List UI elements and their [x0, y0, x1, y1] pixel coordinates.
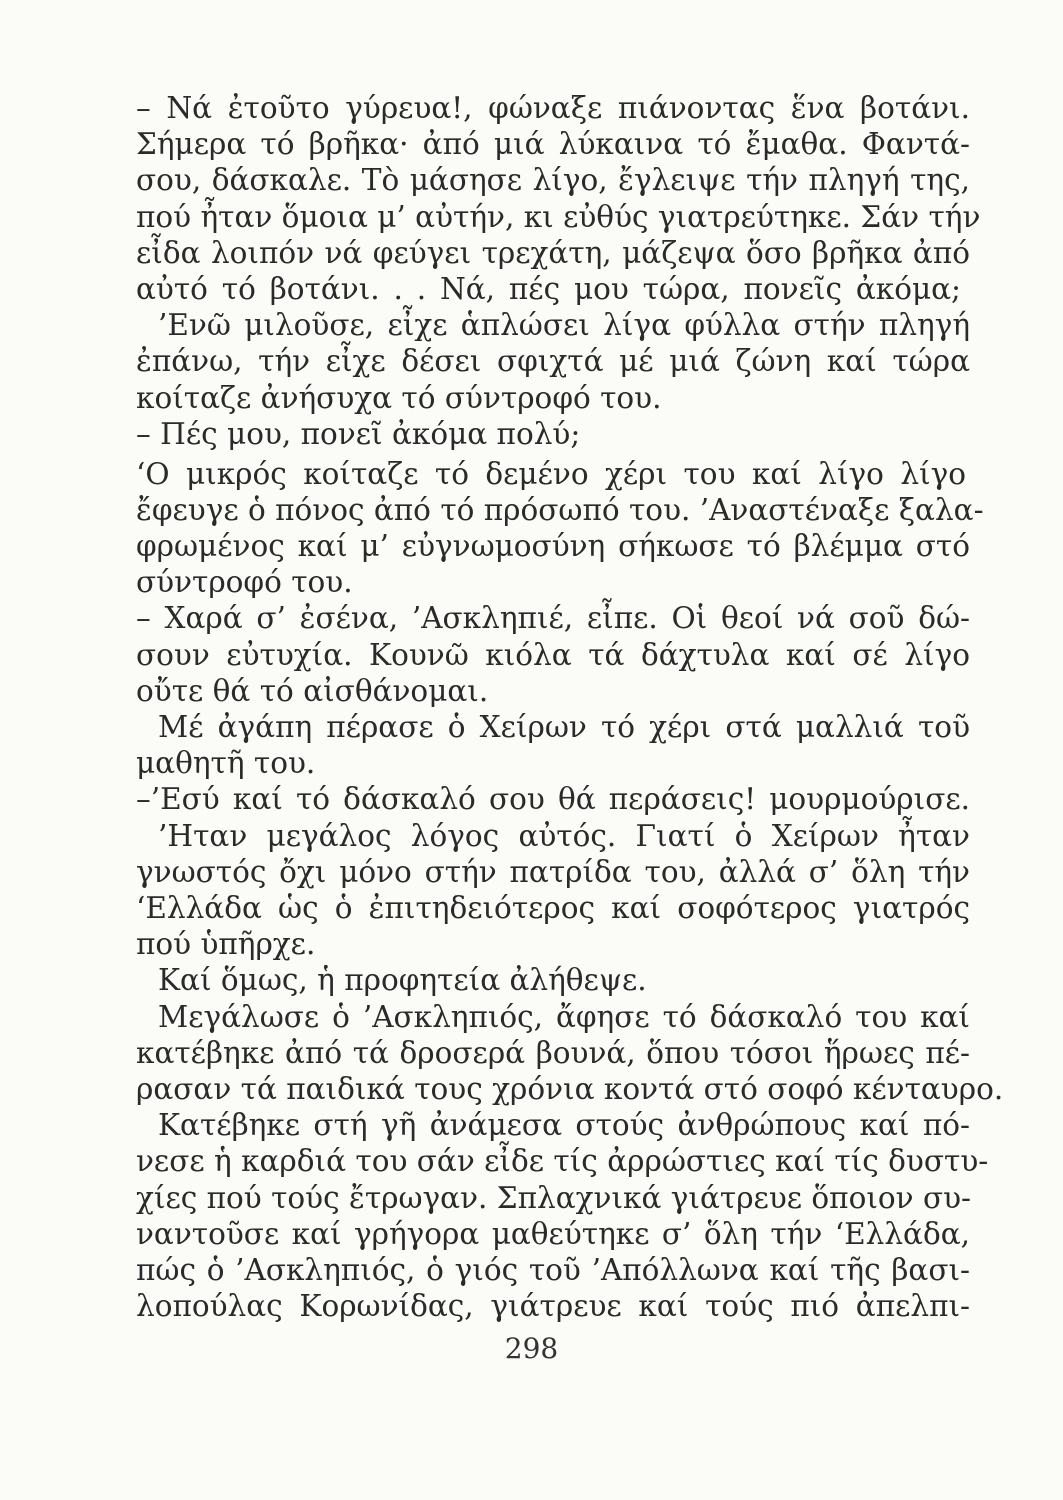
text-line: ναντοῦσε καί γρήγορα μαθεύτηκε σ’ ὅλη τήν ‘Ελλάδα, [136, 1216, 970, 1251]
text-line: πού ὑπῆρχε. [136, 927, 316, 962]
text-line: κοίταζε ἀνήσυχα τό σύντροφό του. [136, 380, 662, 415]
text-line: –’Εσύ καί τό δάσκαλό σου θά περάσεις! μουρμούρισε. [136, 782, 970, 817]
text-line: Μεγάλωσε ὁ ’Ασκληπιός, ἄφησε τό δάσκαλό του καί [158, 999, 970, 1034]
text-line: ’Ενῶ μιλοῦσε, εἶχε ἁπλώσει λίγα φύλλα στήν πληγή [158, 308, 970, 343]
text-line: σουν εὐτυχία. Κουνῶ κιόλα τά δάχτυλα καί σέ λίγο [136, 637, 970, 672]
text-line: ρασαν τά παιδικά τους χρόνια κοντά στό σοφό κένταυρο. [136, 1072, 1004, 1107]
text-line: εἶδα λοιπόν νά φεύγει τρεχάτη, μάζεψα ὅσο βρῆκα ἀπό [136, 235, 970, 270]
text-line: – Πές μου, πονεῖ ἀκόμα πολύ; [136, 416, 581, 451]
text-line: Σήμερα τό βρῆκα· ἀπό μιά λύκαινα τό ἔμαθα. Φαντά- [136, 127, 970, 162]
text-line: οὔτε θά τό αἰσθάνομαι. [136, 673, 489, 708]
text-line: φρωμένος καί μ’ εὐγνωμοσύνη σήκωσε τό βλέμμα στό [136, 529, 970, 564]
text-line: αὐτό τό βοτάνι. . . Νά, πές μου τώρα, πονεῖς ἀκόμα; [136, 272, 961, 306]
text-line: γνωστός ὄχι μόνο στήν πατρίδα του, ἀλλά σ’ ὅλη τήν [136, 854, 970, 889]
text-line: ‘Ο μικρός κοίταζε τό δεμένο χέρι του καί λίγο λίγο [136, 456, 966, 491]
text-line: κατέβηκε ἀπό τά δροσερά βουνά, ὅπου τόσοι ἥρωες πέ- [136, 1035, 970, 1070]
text-line: Μέ ἀγάπη πέρασε ὁ Χείρων τό χέρι στά μαλλιά τοῦ [158, 710, 970, 745]
text-line: σου, δάσκαλε. Τὸ μάσησε λίγο, ἔγλειψε τήν πληγή της, [136, 163, 970, 198]
text-line: πού ἦταν ὅμοια μ’ αὐτήν, κι εὐθύς γιατρεύτηκε. Σάν τήν [136, 199, 981, 234]
text-line: νεσε ἡ καρδιά του σάν εἶδε τίς ἀρρώστιες καί τίς δυστυ- [136, 1144, 989, 1179]
text-line: μαθητῆ του. [136, 746, 316, 781]
page-number: 298 [504, 1332, 559, 1365]
text-line: σύντροφό του. [136, 565, 353, 600]
text-line: Καί ὅμως, ἡ προφητεία ἀλήθεψε. [158, 963, 647, 998]
text-line: ‘Ελλάδα ὡς ὁ ἐπιτηδειότερος καί σοφότερος γιατρός [136, 891, 970, 926]
text-line: – Χαρά σ’ ἐσένα, ’Ασκληπιέ, εἶπε. Οἱ θεοί νά σοῦ δώ- [136, 601, 970, 636]
text-line: – Νά ἐτοῦτο γύρευα!, φώναξε πιάνοντας ἕνα βοτάνι. [136, 91, 970, 125]
text-line: λοπούλας Κορωνίδας, γιάτρευε καί τούς πιό ἀπελπι- [136, 1289, 970, 1324]
text-line: ἐπάνω, τήν εἶχε δέσει σφιχτά μέ μιά ζώνη καί τώρα [136, 344, 970, 379]
text-line: πώς ὁ ’Ασκληπιός, ὁ γιός τοῦ ’Απόλλωνα καί τῆς βασι- [136, 1253, 970, 1288]
text-line: ἔφευγε ὁ πόνος ἀπό τό πρόσωπό του. ’Αναστέναξε ξαλα- [136, 492, 984, 527]
text-line: χίες πού τούς ἔτρωγαν. Σπλαχνικά γιάτρευε ὅποιον συ- [136, 1180, 972, 1215]
text-line: ’Ηταν μεγάλος λόγος αὐτός. Γιατί ὁ Χείρων ἦταν [158, 818, 970, 853]
text-line: Κατέβηκε στή γῆ ἀνάμεσα στούς ἀνθρώπους καί πό- [158, 1108, 970, 1143]
